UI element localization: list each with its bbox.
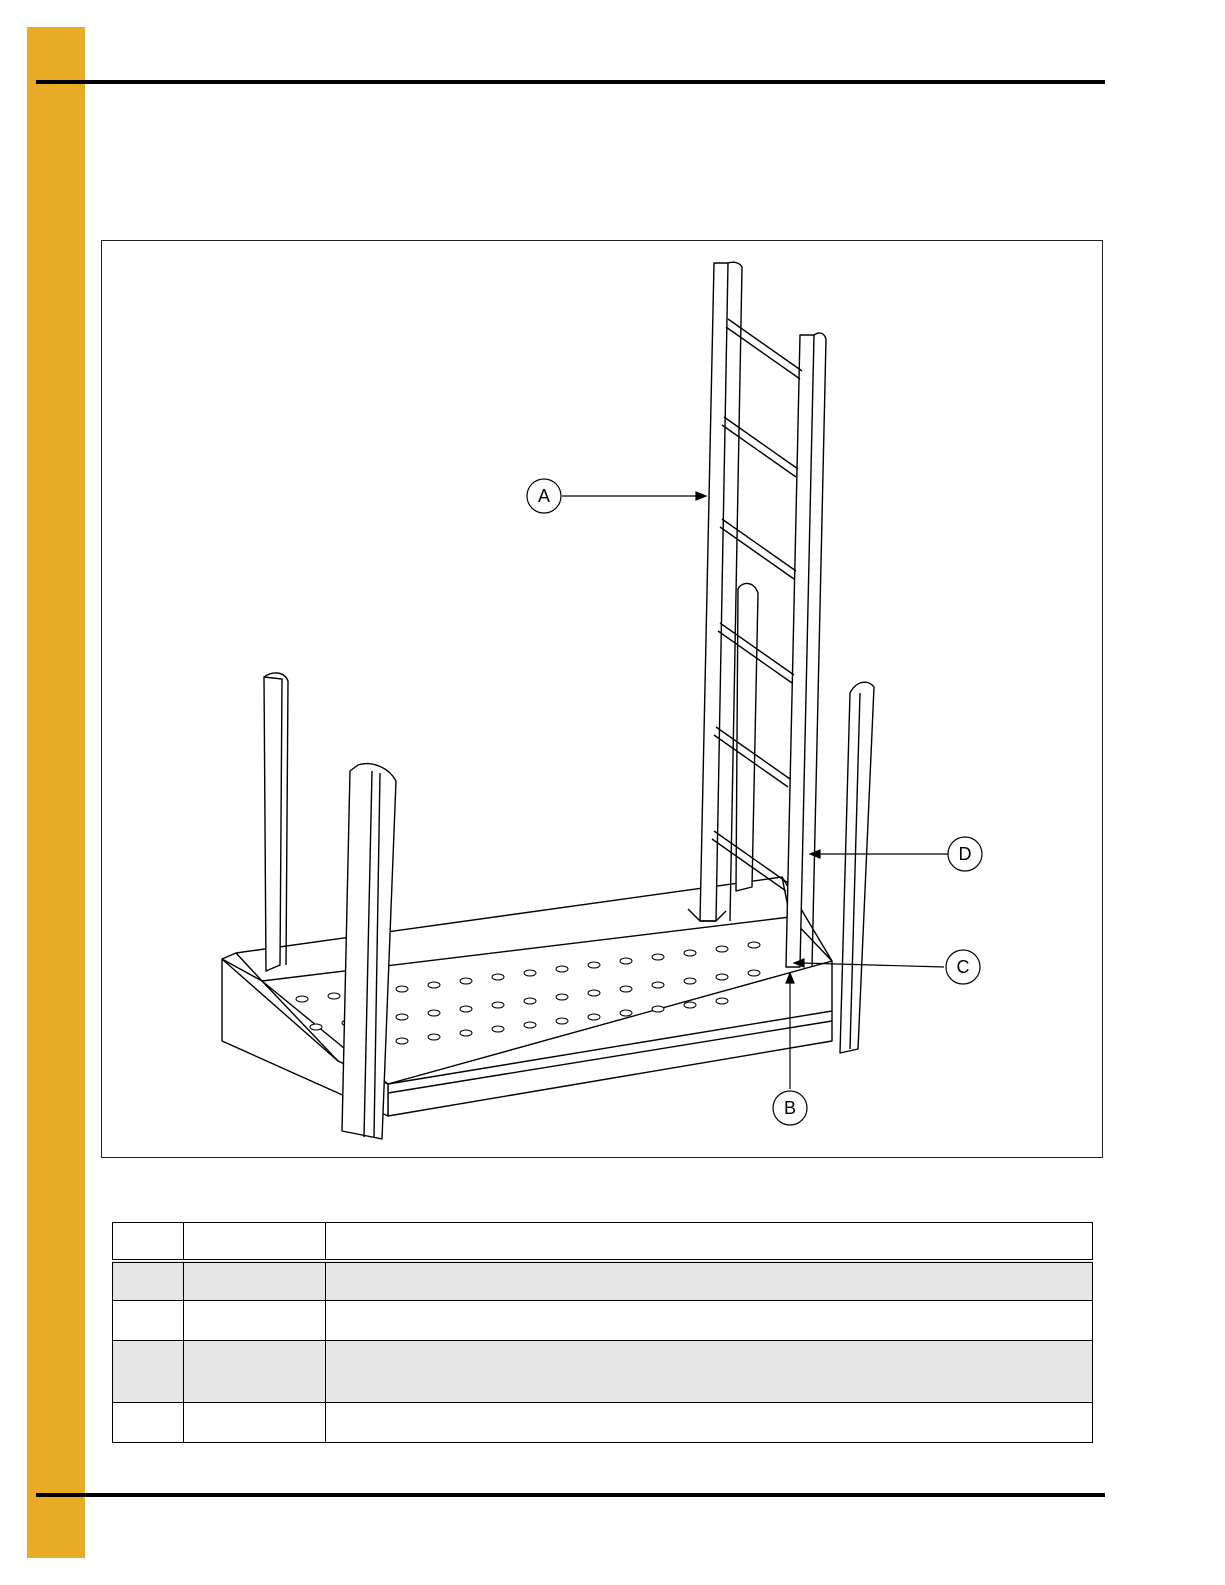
table-row xyxy=(113,1301,1093,1341)
parts-table xyxy=(112,1222,1093,1443)
cell-description xyxy=(326,1403,1093,1443)
callout-c-label: C xyxy=(956,957,970,977)
table-row xyxy=(113,1341,1093,1403)
cell-description xyxy=(326,1301,1093,1341)
ladder-platform-figure xyxy=(101,240,1103,1158)
cell-description xyxy=(326,1261,1093,1301)
header-description xyxy=(326,1223,1093,1261)
footer-rule xyxy=(36,1493,1105,1497)
cell-part-number xyxy=(184,1403,326,1443)
chapter-side-tab xyxy=(27,27,85,1558)
cell-ref xyxy=(113,1301,184,1341)
cell-ref xyxy=(113,1403,184,1443)
cell-part-number xyxy=(184,1261,326,1301)
table-row xyxy=(113,1403,1093,1443)
header-part-number xyxy=(184,1223,326,1261)
cell-part-number xyxy=(184,1341,326,1403)
callout-c xyxy=(946,950,980,984)
callout-a xyxy=(527,479,561,513)
callout-d xyxy=(948,837,982,871)
callout-d-label: D xyxy=(958,844,972,864)
cell-part-number xyxy=(184,1301,326,1341)
parts-table-header xyxy=(113,1223,1093,1261)
callout-b xyxy=(773,1091,807,1125)
callout-b-label: B xyxy=(783,1098,797,1118)
ladder-platform-illustration xyxy=(102,241,1104,1159)
header-rule xyxy=(36,80,1105,84)
cell-ref xyxy=(113,1341,184,1403)
table-row xyxy=(113,1261,1093,1301)
callout-a-label: A xyxy=(537,486,551,506)
cell-ref xyxy=(113,1261,184,1301)
header-ref xyxy=(113,1223,184,1261)
cell-description xyxy=(326,1341,1093,1403)
